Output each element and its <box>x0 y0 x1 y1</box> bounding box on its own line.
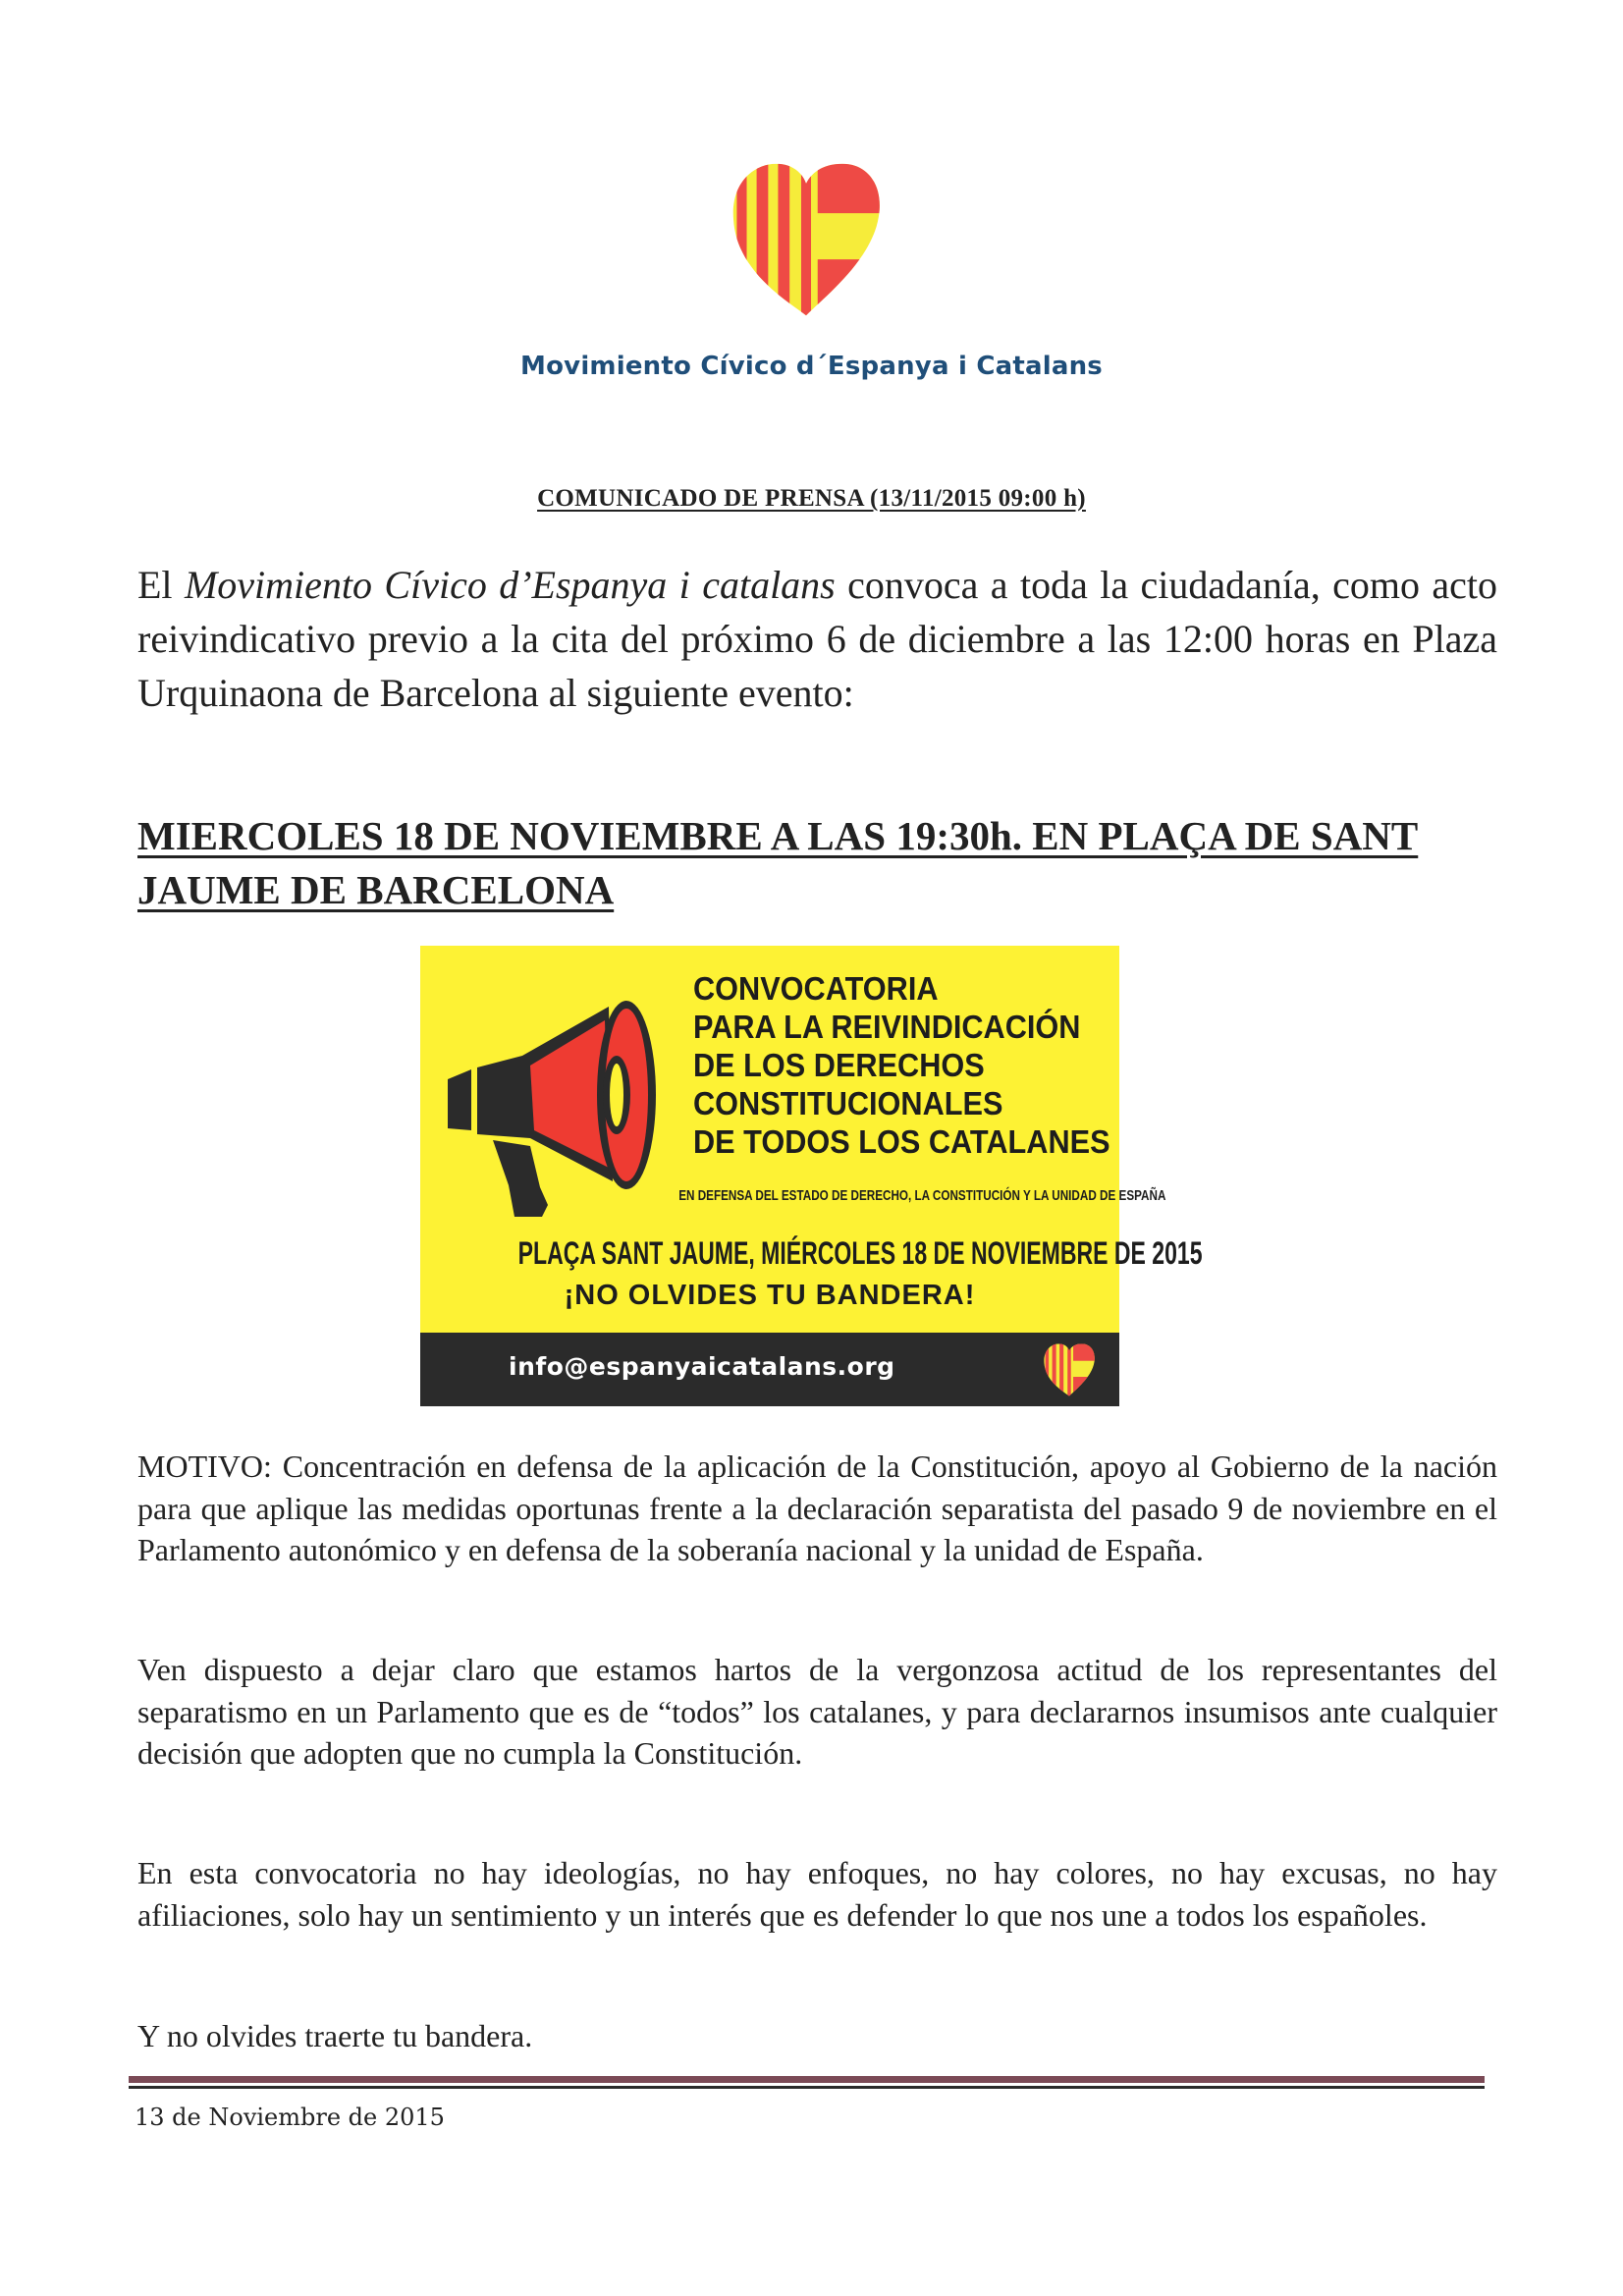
intro-lead: El <box>137 563 185 607</box>
footer-divider-thick <box>129 2076 1485 2083</box>
press-release-title: COMUNICADO DE PRENSA (13/11/2015 09:00 h) <box>537 485 1086 512</box>
footer-divider-thin <box>129 2086 1485 2089</box>
poster-line: DE TODOS LOS CATALANES <box>693 1123 1110 1160</box>
poster-reminder: ¡NO OLVIDES TU BANDERA! <box>564 1280 976 1311</box>
poster-line: CONSTITUCIONALES <box>693 1085 1003 1121</box>
poster-line: CONVOCATORIA <box>693 970 939 1007</box>
motivo-label: MOTIVO: <box>137 1449 272 1484</box>
heart-catalan-spanish-flag-icon <box>724 157 889 322</box>
heart-catalan-spanish-flag-icon <box>1041 1341 1098 1398</box>
poster-subtitle: EN DEFENSA DEL ESTADO DE DERECHO, LA CONSTITUCIÓN Y LA UNIDAD DE ESPAÑA <box>678 1187 1166 1204</box>
poster-line: PARA LA REIVINDICACIÓN <box>693 1009 1081 1045</box>
motivo-paragraph <box>137 1446 1497 1571</box>
poster-email: info@espanyaicatalans.org <box>509 1352 895 1381</box>
paragraph-2: Ven dispuesto a dejar claro que estamos hartos de la vergonzosa actitud de los representantes del separatismo en un Parlamento que es de “todos” los catalanes, y para declararnos insumisos ante cualquier decisión que adopten que no cumpla la Constitución. <box>137 1652 1497 1771</box>
closing-line: Y no olvides traerte tu bandera. <box>137 2018 533 2053</box>
paragraph-3: En esta convocatoria no hay ideologías, no hay enfoques, no hay colores, no hay excusas, no hay afiliaciones, solo hay un sentimiento y un interés que es defender lo que nos une a todos los españoles. <box>137 1855 1497 1933</box>
poster-contact-band <box>420 1333 1119 1406</box>
intro-rest: convoca a toda la ciudadanía, como acto reivindicativo previo a la cita del próximo 6 de diciembre a las 12:00 horas en Plaza Urquinaona de Barcelona al siguiente evento: <box>137 563 1498 715</box>
footer-divider <box>129 2076 1485 2090</box>
poster-date-place: PLAÇA SANT JAUME, MIÉRCOLES 18 DE NOVIEMBRE DE 2015 <box>517 1235 1203 1271</box>
motivo-text: Concentración en defensa de la aplicación de la Constitución, apoyo al Gobierno de la nación para que aplique las medidas oportunas frente a la declaración separatista del pasado 9 de noviembre en el Parlamento autonómico y en defensa de la soberanía nacional y la unidad de España. <box>137 1449 1497 1567</box>
organization-name: Movimiento Cívico d´Espanya i Catalans <box>520 352 1103 381</box>
poster-headline <box>693 969 1110 1161</box>
event-headline: MIERCOLES 18 DE NOVIEMBRE A LAS 19:30h. EN PLAÇA DE SANT JAUME DE BARCELONA <box>137 813 1419 912</box>
intro-org-name: Movimiento Cívico d’Espanya i catalans <box>184 563 836 607</box>
footer-date: 13 de Noviembre de 2015 <box>135 2104 445 2131</box>
megaphone-icon <box>432 963 677 1219</box>
poster-line: DE LOS DERECHOS <box>693 1047 985 1083</box>
intro-paragraph <box>137 558 1497 720</box>
event-poster <box>420 946 1203 1406</box>
